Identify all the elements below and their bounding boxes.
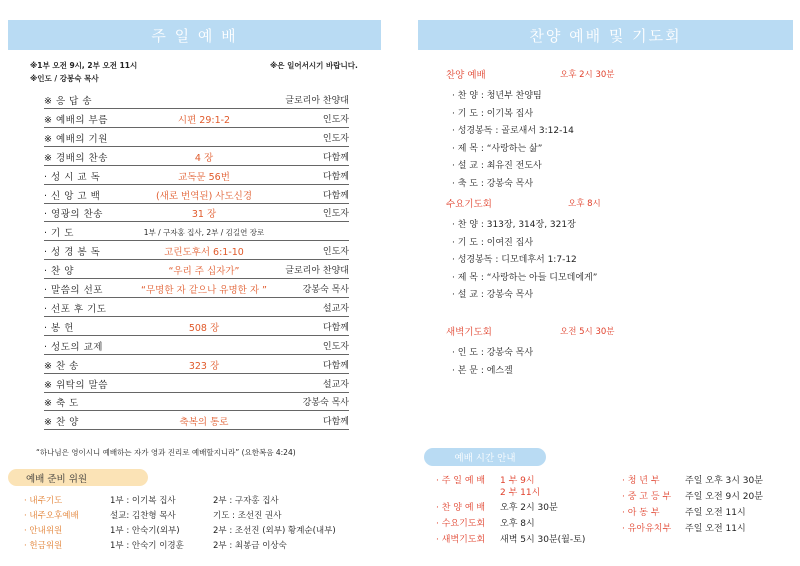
order-row	[44, 301, 349, 321]
order-item-detail: 시편 29:1-2	[177, 114, 231, 126]
divider-line	[44, 373, 349, 374]
order-item-name: ※ 위탁의 말씀	[44, 379, 108, 391]
order-item-detail: 31 장	[191, 209, 217, 221]
schedule-label: · 청 년 부	[622, 476, 660, 486]
divider-line	[44, 221, 349, 222]
section-item: · 설 교 : 강봉숙 목사	[452, 290, 534, 301]
order-row	[44, 206, 349, 226]
section-item: · 찬 양 : 313장, 314장, 321장	[452, 220, 576, 230]
order-item-name: ※ 찬 송	[44, 360, 79, 372]
order-row	[44, 320, 349, 340]
order-item-detail: 323 장	[188, 360, 220, 372]
order-row	[44, 225, 349, 245]
order-item-leader: 설교자	[322, 379, 349, 390]
order-row	[44, 358, 349, 378]
order-item-name: · 선포 후 기도	[44, 303, 107, 315]
divider-line	[44, 108, 349, 109]
section-item: · 축 도 : 강봉숙 목사	[452, 179, 534, 189]
schedule-value: 주일 오전 11시	[685, 508, 746, 518]
order-item-leader: 인도자	[322, 209, 349, 220]
section-item: · 본 문 : 에스겔	[452, 365, 513, 376]
committee-first-service: 1부 : 안숙기 이경훈	[110, 541, 184, 551]
order-item-name: · 성 시 교 독	[44, 171, 101, 183]
divider-line	[44, 127, 349, 128]
schedule-label: · 아 동 부	[622, 508, 660, 518]
prep-committee-header: 예배 준비 위원	[8, 469, 148, 486]
schedule-value: 2 부 11시	[500, 488, 541, 498]
order-item-name: ※ 축 도	[44, 398, 79, 410]
committee-label: · 헌금위원	[24, 541, 63, 551]
order-item-name: · 말씀의 선포	[44, 285, 103, 296]
divider-line	[44, 429, 349, 430]
committee-first-service: 1부 : 이기복 집사	[110, 496, 176, 506]
committee-second-service: 2부 : 구자홍 집사	[213, 496, 279, 506]
section-time: 오후 8시	[568, 199, 601, 209]
praise-and-prayer-banner: 찬양 예배 및 기도회	[418, 20, 793, 50]
order-row	[44, 414, 349, 434]
committee-first-service: 설교: 김찬형 목사	[110, 511, 176, 521]
order-item-leader: 인도자	[322, 114, 349, 125]
order-item-name: ※ 예배의 부름	[44, 114, 108, 126]
divider-line	[44, 165, 349, 166]
order-item-leader: 인도자	[322, 133, 349, 144]
committee-second-service: 2부 : 조선진 (외부) 황계순(내부)	[213, 526, 336, 536]
schedule-value: 오후 8시	[500, 519, 535, 529]
divider-line	[44, 297, 349, 298]
schedule-label: · 중 고 등 부	[622, 492, 672, 502]
order-item-name: · 기 도	[44, 228, 74, 240]
order-item-leader: 다함께	[322, 417, 349, 428]
order-item-name: · 영광의 찬송	[44, 209, 103, 221]
order-item-detail: 1부 / 구자홍 집사, 2부 / 김길연 장로	[143, 228, 265, 238]
order-item-leader: 인도자	[322, 247, 349, 258]
order-row	[44, 244, 349, 264]
schedule-value: 주일 오전 9시 20분	[685, 492, 763, 502]
schedule-label: · 찬 양 예 배	[436, 503, 486, 513]
order-item-name: ※ 응 답 송	[44, 96, 93, 107]
service-times-note: ※1부 오전 9시, 2부 오전 11시	[30, 61, 138, 70]
order-row	[44, 169, 349, 189]
scripture-quote: “하나님은 영이시니 예배하는 자가 영과 진리로 예배할지니라” (요한복음 4:24)	[36, 448, 296, 457]
committee-label: · 내주기도	[24, 496, 63, 506]
order-row	[44, 377, 349, 397]
order-item-leader: 글로리아 찬양대	[285, 266, 349, 277]
divider-line	[44, 410, 349, 411]
section-item: · 찬 양 : 청년부 찬양팀	[452, 91, 542, 101]
section-time: 오전 5시 30분	[560, 327, 615, 337]
schedule-value: 주일 오후 3시 30분	[685, 476, 763, 486]
schedule-value: 오후 2시 30분	[500, 503, 558, 513]
order-item-detail: “우리 주 십자가”	[168, 266, 240, 278]
order-item-leader: 강봉숙 목사	[302, 285, 349, 295]
section-item: · 기 도 : 이기복 집사	[452, 108, 534, 119]
leader-note: ※인도 / 강봉숙 목사	[30, 74, 99, 83]
order-item-leader: 다함께	[322, 360, 349, 371]
schedule-label: · 새벽기도회	[436, 535, 486, 545]
order-item-name: · 신 앙 고 백	[44, 190, 101, 202]
stand-note: ※은 일어서시기 바랍니다.	[270, 61, 358, 70]
order-item-name: · 찬 양	[44, 266, 74, 278]
order-item-detail: “무명한 자 같으나 유명한 자 ”	[141, 285, 267, 296]
divider-line	[44, 316, 349, 317]
order-item-name: · 성 경 봉 독	[44, 247, 101, 259]
section-item: · 인 도 : 강봉숙 목사	[452, 348, 534, 358]
order-item-leader: 강봉숙 목사	[302, 398, 349, 409]
order-item-leader: 글로리아 찬양대	[285, 96, 349, 106]
committee-second-service: 기도 : 조선진 권사	[213, 511, 282, 521]
order-item-name: ※ 경배의 찬송	[44, 152, 108, 164]
committee-second-service: 2부 : 최봉금 이상숙	[213, 541, 287, 551]
divider-line	[44, 184, 349, 185]
section-item: · 제 목 : “사랑하는 아들 디모데에게”	[452, 272, 598, 283]
order-item-name: ※ 예배의 기원	[44, 133, 108, 145]
order-item-name: ※ 찬 양	[44, 417, 79, 429]
sunday-worship-banner: 주 일 예 배	[8, 20, 381, 50]
order-item-leader: 설교자	[322, 303, 349, 314]
section-item: · 성경봉독 : 디모데후서 1:7-12	[452, 255, 577, 266]
schedule-label: · 유아유치부	[622, 524, 672, 534]
section-title: 새벽기도회	[446, 327, 492, 338]
section-title: 수요기도회	[446, 199, 492, 210]
order-item-leader: 다함께	[322, 152, 349, 163]
order-row	[44, 93, 349, 113]
committee-label: · 내주오후예배	[24, 511, 79, 521]
divider-line	[44, 146, 349, 147]
order-item-detail: (새로 번역된) 사도신경	[155, 190, 253, 202]
section-item: · 제 목 : “사랑하는 삶”	[452, 143, 543, 154]
schedule-value: 1 부 9시	[500, 476, 535, 486]
order-item-leader: 인도자	[322, 341, 349, 352]
schedule-header: 예배 시간 안내	[424, 448, 546, 466]
divider-line	[44, 278, 349, 279]
divider-line	[44, 354, 349, 355]
committee-label: · 안내위원	[24, 526, 63, 536]
order-item-leader: 다함께	[322, 190, 349, 201]
schedule-label: · 수요기도회	[436, 519, 486, 529]
order-item-detail: 교독문 56번	[178, 171, 230, 183]
order-row	[44, 395, 349, 415]
divider-line	[44, 259, 349, 260]
divider-line	[44, 240, 349, 241]
order-row	[44, 188, 349, 208]
order-row	[44, 282, 349, 302]
order-item-detail: 4 장	[194, 152, 214, 164]
section-item: · 설 교 : 최유진 전도사	[452, 161, 542, 172]
schedule-value: 주일 오전 11시	[685, 524, 746, 534]
section-item: · 기 도 : 이여진 집사	[452, 237, 534, 248]
order-item-detail: 축복의 통로	[179, 417, 229, 429]
section-time: 오후 2시 30분	[560, 70, 615, 80]
order-row	[44, 112, 349, 132]
divider-line	[44, 335, 349, 336]
order-row	[44, 263, 349, 283]
order-item-name: · 봉 헌	[44, 322, 74, 334]
order-item-leader: 다함께	[322, 171, 349, 182]
divider-line	[44, 392, 349, 393]
order-item-detail: 고린도후서 6:1-10	[164, 247, 244, 259]
section-title: 찬양 예배	[446, 70, 486, 81]
committee-first-service: 1부 : 안숙기(외부)	[110, 526, 180, 536]
order-item-name: · 성도의 교제	[44, 341, 103, 353]
order-item-detail: 508 장	[188, 322, 220, 334]
order-row	[44, 339, 349, 359]
section-item: · 성경봉독 : 골로새서 3:12-14	[452, 126, 574, 137]
divider-line	[44, 203, 349, 204]
schedule-label: · 주 일 예 배	[436, 476, 486, 486]
order-row	[44, 150, 349, 170]
order-item-leader: 다함께	[322, 322, 349, 333]
order-row	[44, 131, 349, 151]
schedule-value: 새벽 5시 30분(월-토)	[500, 535, 586, 545]
